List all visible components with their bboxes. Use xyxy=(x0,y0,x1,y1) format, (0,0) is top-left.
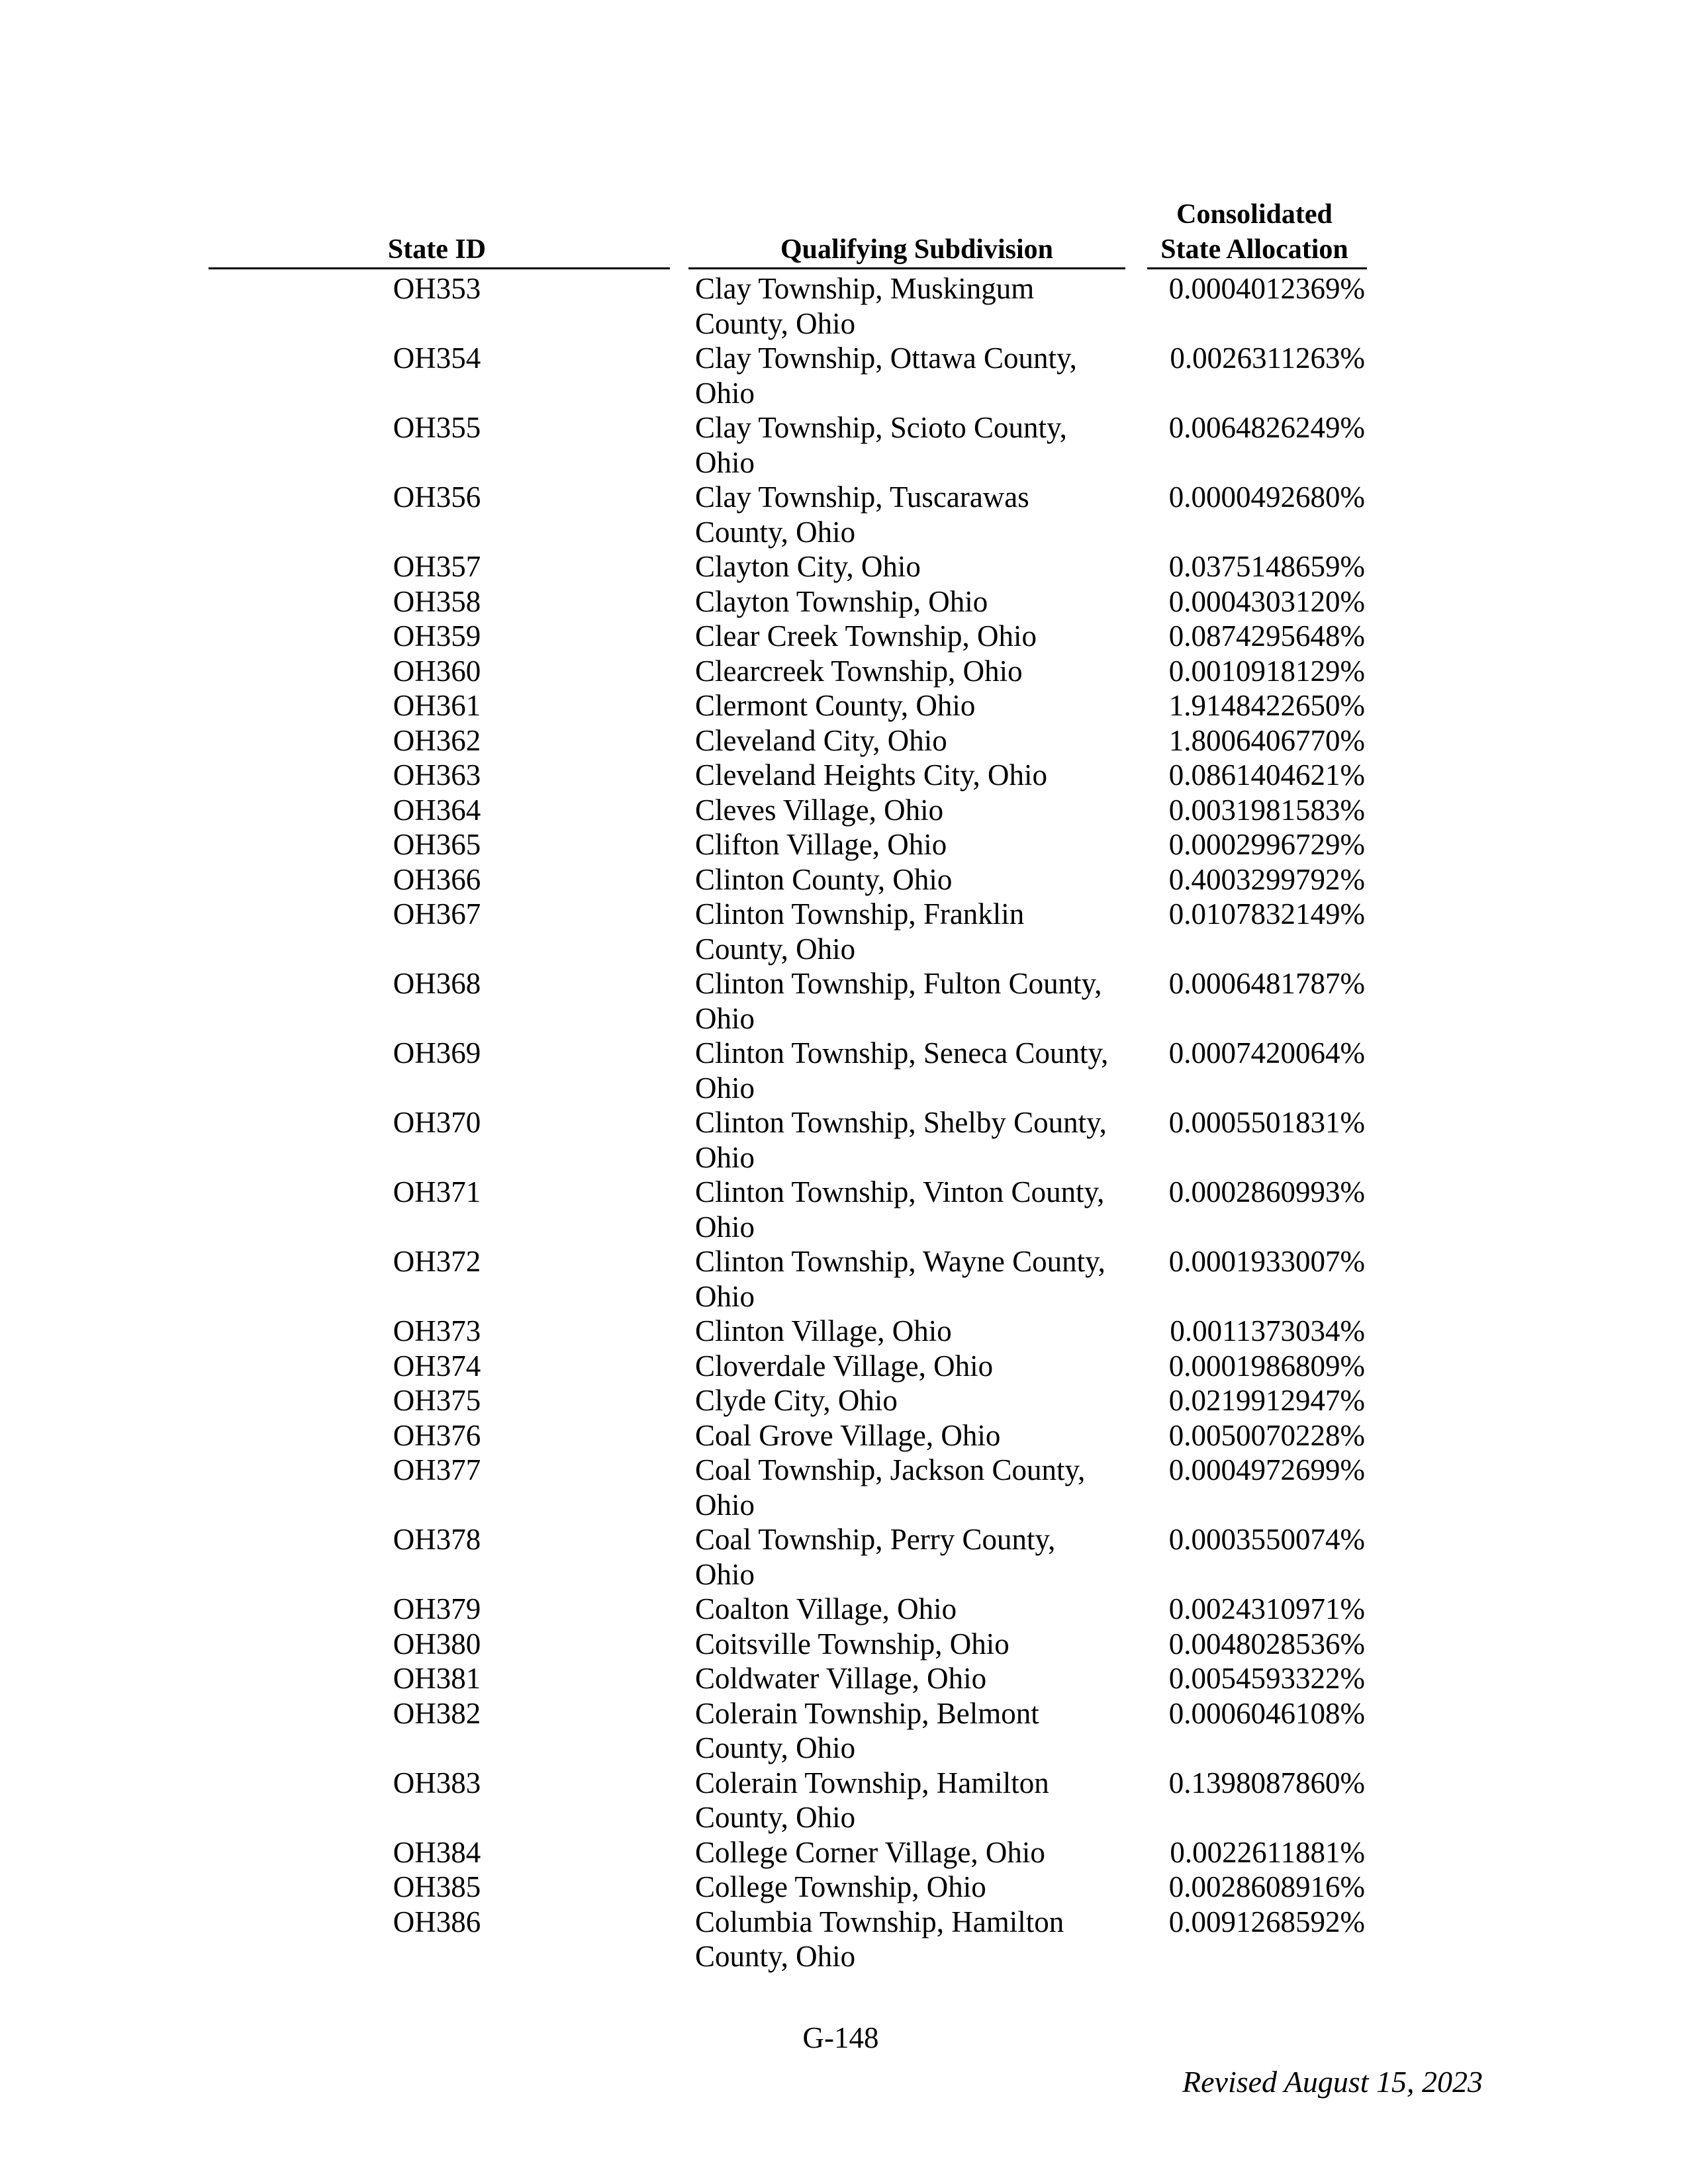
allocation-cell: 0.0011373034% xyxy=(1170,1314,1365,1347)
table-row xyxy=(0,966,1688,1036)
table-row xyxy=(0,1383,1688,1418)
subdivision-cell: Clifton Village, Ohio xyxy=(695,828,947,861)
allocation-cell: 0.0002860993% xyxy=(1168,1175,1365,1208)
state-id-cell: OH378 xyxy=(393,1523,481,1556)
state-id-cell: OH375 xyxy=(393,1384,481,1417)
table-row xyxy=(0,1244,1688,1314)
subdivision-cell: Clinton Township, Shelby County, Ohio xyxy=(695,1106,1107,1174)
table-row xyxy=(0,1522,1688,1592)
table-row xyxy=(0,1418,1688,1453)
allocation-cell: 1.8006406770% xyxy=(1168,723,1365,757)
state-id-cell: OH373 xyxy=(393,1314,481,1347)
table-row xyxy=(0,619,1688,654)
subdivision-cell: Clinton Township, Fulton County, Ohio xyxy=(695,967,1102,1035)
allocation-cell: 0.0005501831% xyxy=(1168,1106,1365,1139)
allocation-cell: 0.0006481787% xyxy=(1168,967,1365,1000)
state-id-cell: OH361 xyxy=(393,689,481,722)
table-row xyxy=(0,688,1688,723)
table-row xyxy=(0,1766,1688,1835)
allocation-cell: 0.0007420064% xyxy=(1168,1036,1365,1069)
allocation-cell: 0.0010918129% xyxy=(1168,654,1365,688)
state-id-cell: OH369 xyxy=(393,1036,481,1069)
header-rule-state-id xyxy=(209,267,670,269)
allocation-cell: 0.0107832149% xyxy=(1168,897,1365,931)
allocation-cell: 0.0002996729% xyxy=(1168,828,1365,861)
table-row xyxy=(0,1105,1688,1175)
state-id-cell: OH379 xyxy=(393,1592,481,1625)
subdivision-cell: Colerain Township, Belmont County, Ohio xyxy=(695,1696,1039,1764)
subdivision-cell: College Corner Village, Ohio xyxy=(695,1835,1045,1869)
allocation-cell: 0.4003299792% xyxy=(1168,862,1365,896)
subdivision-cell: Clayton City, Ohio xyxy=(695,550,921,583)
subdivision-cell: Columbia Township, Hamilton County, Ohio xyxy=(695,1905,1064,1973)
page-number: G-148 xyxy=(802,2021,879,2054)
table-row xyxy=(0,480,1688,549)
state-id-cell: OH368 xyxy=(393,967,481,1000)
table-row xyxy=(0,827,1688,862)
subdivision-cell: Clearcreek Township, Ohio xyxy=(695,654,1023,688)
subdivision-cell: Clayton Township, Ohio xyxy=(695,584,988,618)
subdivision-cell: Clyde City, Ohio xyxy=(695,1384,898,1417)
subdivision-cell: Cleves Village, Ohio xyxy=(695,793,944,827)
allocation-cell: 0.0050070228% xyxy=(1168,1418,1365,1452)
allocation-cell: 0.0000492680% xyxy=(1168,480,1365,514)
subdivision-cell: Cleveland Heights City, Ohio xyxy=(695,758,1048,792)
table-row xyxy=(0,584,1688,619)
table-row xyxy=(0,1905,1688,1974)
subdivision-cell: Clinton Township, Seneca County, Ohio xyxy=(695,1036,1109,1105)
state-id-cell: OH362 xyxy=(393,723,481,757)
allocation-cell: 0.0048028536% xyxy=(1168,1627,1365,1661)
header-rule-allocation xyxy=(1147,267,1367,269)
revision-date: Revised August 15, 2023 xyxy=(1182,2065,1483,2099)
table-row xyxy=(0,793,1688,828)
subdivision-cell: Clinton Village, Ohio xyxy=(695,1314,952,1347)
state-id-cell: OH377 xyxy=(393,1453,481,1486)
table-row xyxy=(0,862,1688,897)
state-id-cell: OH363 xyxy=(393,758,481,792)
table-row xyxy=(0,410,1688,480)
subdivision-cell: College Township, Ohio xyxy=(695,1870,986,1903)
allocation-cell: 0.1398087860% xyxy=(1168,1766,1365,1799)
state-id-cell: OH365 xyxy=(393,828,481,861)
table-row xyxy=(0,271,1688,341)
allocation-cell: 0.0375148659% xyxy=(1168,550,1365,583)
header-state-id: State ID xyxy=(387,234,487,265)
table-row xyxy=(0,723,1688,758)
allocation-cell: 0.0091268592% xyxy=(1168,1905,1365,1938)
allocation-cell: 0.0003550074% xyxy=(1168,1523,1365,1556)
header-allocation-line1: Consolidated xyxy=(1176,199,1333,230)
state-id-cell: OH366 xyxy=(393,862,481,896)
subdivision-cell: Colerain Township, Hamilton County, Ohio xyxy=(695,1766,1049,1834)
state-id-cell: OH354 xyxy=(393,341,481,375)
state-id-cell: OH358 xyxy=(393,584,481,618)
table-row xyxy=(0,1175,1688,1244)
state-id-cell: OH380 xyxy=(393,1627,481,1661)
table-row xyxy=(0,758,1688,793)
allocation-cell: 0.0028608916% xyxy=(1168,1870,1365,1903)
state-id-cell: OH381 xyxy=(393,1662,481,1695)
allocation-cell: 0.0026311263% xyxy=(1170,341,1365,375)
table-row xyxy=(0,1592,1688,1627)
allocation-cell: 0.0004012369% xyxy=(1168,272,1365,305)
table-row xyxy=(0,1627,1688,1662)
subdivision-cell: Clay Township, Tuscarawas County, Ohio xyxy=(695,480,1029,549)
subdivision-cell: Coal Township, Jackson County, Ohio xyxy=(695,1453,1086,1522)
allocation-cell: 0.0022611881% xyxy=(1170,1835,1365,1869)
subdivision-cell: Clear Creek Township, Ohio xyxy=(695,619,1037,653)
state-id-cell: OH374 xyxy=(393,1349,481,1383)
header-qualifying-subdivision: Qualifying Subdivision xyxy=(780,234,1054,265)
subdivision-cell: Coalton Village, Ohio xyxy=(695,1592,957,1625)
subdivision-cell: Clay Township, Scioto County, Ohio xyxy=(695,411,1067,479)
state-id-cell: OH357 xyxy=(393,550,481,583)
subdivision-cell: Cloverdale Village, Ohio xyxy=(695,1349,994,1383)
allocation-cell: 0.0004972699% xyxy=(1168,1453,1365,1486)
state-id-cell: OH353 xyxy=(393,272,481,305)
allocation-cell: 0.0064826249% xyxy=(1168,411,1365,444)
state-id-cell: OH384 xyxy=(393,1835,481,1869)
state-id-cell: OH359 xyxy=(393,619,481,653)
state-id-cell: OH360 xyxy=(393,654,481,688)
header-allocation-line2: State Allocation xyxy=(1160,234,1348,265)
subdivision-cell: Coldwater Village, Ohio xyxy=(695,1662,987,1695)
state-id-cell: OH370 xyxy=(393,1106,481,1139)
table-row xyxy=(0,549,1688,584)
state-id-cell: OH356 xyxy=(393,480,481,514)
state-id-cell: OH383 xyxy=(393,1766,481,1799)
subdivision-cell: Coal Grove Village, Ohio xyxy=(695,1418,1001,1452)
subdivision-cell: Clermont County, Ohio xyxy=(695,689,976,722)
state-id-cell: OH367 xyxy=(393,897,481,931)
allocation-cell: 1.9148422650% xyxy=(1168,689,1365,722)
subdivision-cell: Coal Township, Perry County, Ohio xyxy=(695,1523,1056,1591)
state-id-cell: OH386 xyxy=(393,1905,481,1938)
allocation-cell: 0.0874295648% xyxy=(1168,619,1365,653)
subdivision-cell: Clay Township, Muskingum County, Ohio xyxy=(695,272,1035,340)
subdivision-cell: Clinton County, Ohio xyxy=(695,862,953,896)
allocation-cell: 0.0054593322% xyxy=(1168,1662,1365,1695)
table-row xyxy=(0,1314,1688,1349)
allocation-cell: 0.0001986809% xyxy=(1168,1349,1365,1383)
table-row xyxy=(0,1661,1688,1696)
state-id-cell: OH372 xyxy=(393,1245,481,1278)
state-id-cell: OH376 xyxy=(393,1418,481,1452)
allocation-cell: 0.0006046108% xyxy=(1168,1696,1365,1730)
table-row xyxy=(0,1453,1688,1522)
table-row xyxy=(0,1835,1688,1870)
subdivision-cell: Clinton Township, Franklin County, Ohio xyxy=(695,897,1025,966)
table-row xyxy=(0,654,1688,689)
table-row xyxy=(0,341,1688,410)
state-id-cell: OH355 xyxy=(393,411,481,444)
table-row xyxy=(0,1036,1688,1105)
allocation-cell: 0.0861404621% xyxy=(1168,758,1365,792)
state-id-cell: OH385 xyxy=(393,1870,481,1903)
state-id-cell: OH382 xyxy=(393,1696,481,1730)
allocation-cell: 0.0001933007% xyxy=(1168,1245,1365,1278)
state-id-cell: OH364 xyxy=(393,793,481,827)
table-row xyxy=(0,1870,1688,1905)
table-row xyxy=(0,897,1688,966)
allocation-cell: 0.0024310971% xyxy=(1168,1592,1365,1625)
allocation-cell: 0.0004303120% xyxy=(1168,584,1365,618)
table-row xyxy=(0,1349,1688,1384)
subdivision-cell: Clay Township, Ottawa County, Ohio xyxy=(695,341,1077,410)
subdivision-cell: Clinton Township, Vinton County, Ohio xyxy=(695,1175,1105,1244)
allocation-cell: 0.0031981583% xyxy=(1168,793,1365,827)
subdivision-cell: Clinton Township, Wayne County, Ohio xyxy=(695,1245,1105,1313)
header-rule-subdivision xyxy=(688,267,1125,269)
allocation-cell: 0.0219912947% xyxy=(1168,1384,1365,1417)
state-id-cell: OH371 xyxy=(393,1175,481,1208)
table-row xyxy=(0,1696,1688,1766)
subdivision-cell: Coitsville Township, Ohio xyxy=(695,1627,1009,1661)
subdivision-cell: Cleveland City, Ohio xyxy=(695,723,947,757)
